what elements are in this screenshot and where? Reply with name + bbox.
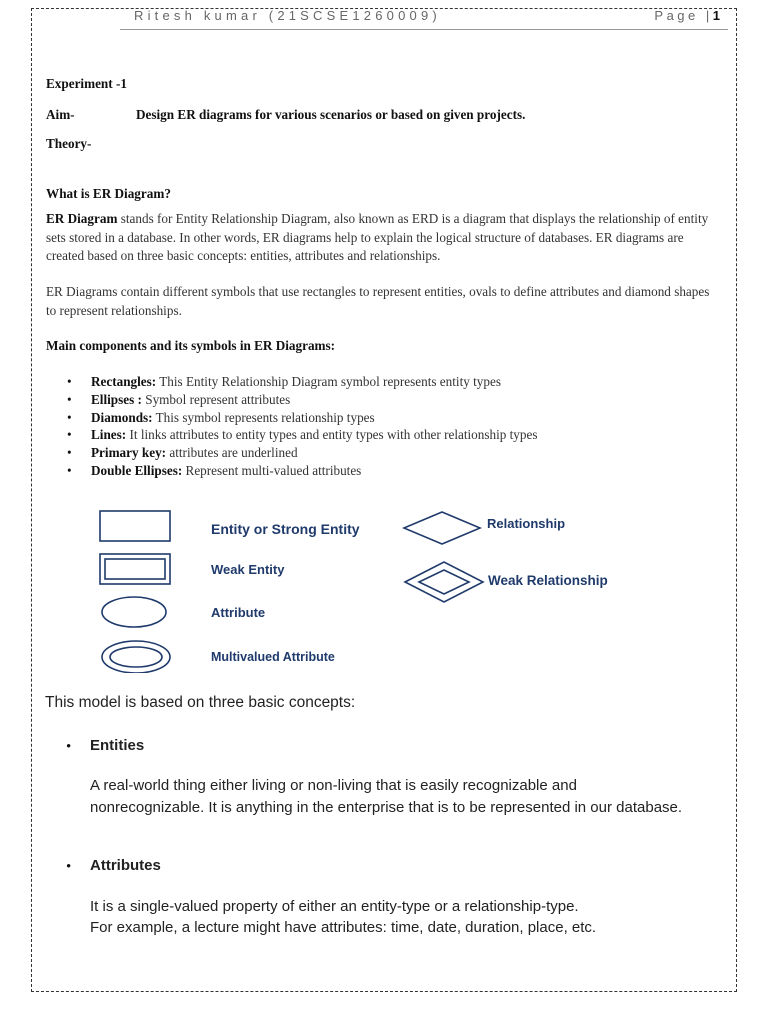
list-item: • Diamonds: This symbol represents relationship types (91, 409, 537, 427)
er-symbols-figure (96, 508, 186, 673)
components-heading: Main components and its symbols in ER Diagrams: (46, 338, 336, 353)
entities-title: Entities (90, 737, 145, 754)
legend-entity: Entity or Strong Entity (211, 521, 360, 537)
list-item: • Lines: It links attributes to entity types and entity types with other relationship types (91, 426, 537, 444)
bullet-icon: • (66, 739, 72, 755)
entities-line1: A real-world thing either living or non-living that is easily recognizable and (90, 777, 577, 794)
attribute-ellipse-icon (102, 597, 166, 627)
bullet-icon: • (66, 859, 72, 875)
experiment-title: Experiment -1 (46, 76, 127, 91)
attributes-line2: For example, a lecture might have attributes: time, date, duration, place, etc. (90, 919, 597, 936)
aim-label: Aim- (46, 107, 75, 122)
header-rule (120, 29, 728, 30)
multivalued-ellipse-icon (102, 641, 170, 673)
list-item: • Primary key: attributes are underlined (91, 444, 537, 462)
list-item: • Double Ellipses: Represent multi-valued attributes (91, 462, 537, 480)
er-diagram-term: ER Diagram (46, 211, 118, 226)
legend-multivalued: Multivalued Attribute (211, 650, 335, 664)
er-definition-text: stands for Entity Relationship Diagram, also known as ERD is a diagram that displays the relationship of entity sets stored in a database. In other words, ER diagrams help to explain the logical structure of databases. ER diagrams are created based on three basic concepts: entities, attributes and relationships. (46, 211, 709, 263)
header-page (654, 8, 720, 23)
attributes-line1: It is a single-valued property of either an entity-type or a relationship-type. (90, 898, 579, 915)
aim-text: Design ER diagrams for various scenarios or based on given projects. (136, 107, 526, 122)
relationship-diamond-icon (404, 512, 480, 544)
er-diamond-figure (402, 510, 488, 606)
attributes-title: Attributes (90, 857, 161, 874)
list-item: • Rectangles: This Entity Relationship Diagram symbol represents entity types (91, 373, 537, 391)
legend-weak-entity: Weak Entity (211, 562, 285, 577)
components-list (46, 373, 537, 480)
entities-line2: nonrecognizable. It is anything in the enterprise that is to be represented in our database. (90, 799, 683, 816)
er-definition-paragraph (46, 210, 722, 266)
page-number: 1 (712, 8, 720, 23)
page-label: Page | (654, 8, 713, 23)
entity-rectangle-icon (100, 511, 170, 541)
list-item: • Ellipses : Symbol represent attributes (91, 391, 537, 409)
legend-attribute: Attribute (211, 605, 266, 620)
theory-label: Theory- (46, 136, 92, 151)
what-is-heading: What is ER Diagram? (46, 186, 171, 201)
page-border (31, 8, 737, 992)
header-author: Ritesh kumar (21SCSE1260009) (134, 8, 441, 23)
model-intro: This model is based on three basic concepts: (45, 694, 356, 711)
weak-relationship-diamond-icon (405, 562, 483, 602)
symbols-paragraph: ER Diagrams contain different symbols that use rectangles to represent entities, ovals to define attributes and diamond shapes to represent relationships. (46, 284, 710, 318)
legend-relationship: Relationship (487, 516, 566, 531)
legend-weak-relationship: Weak Relationship (488, 573, 608, 588)
